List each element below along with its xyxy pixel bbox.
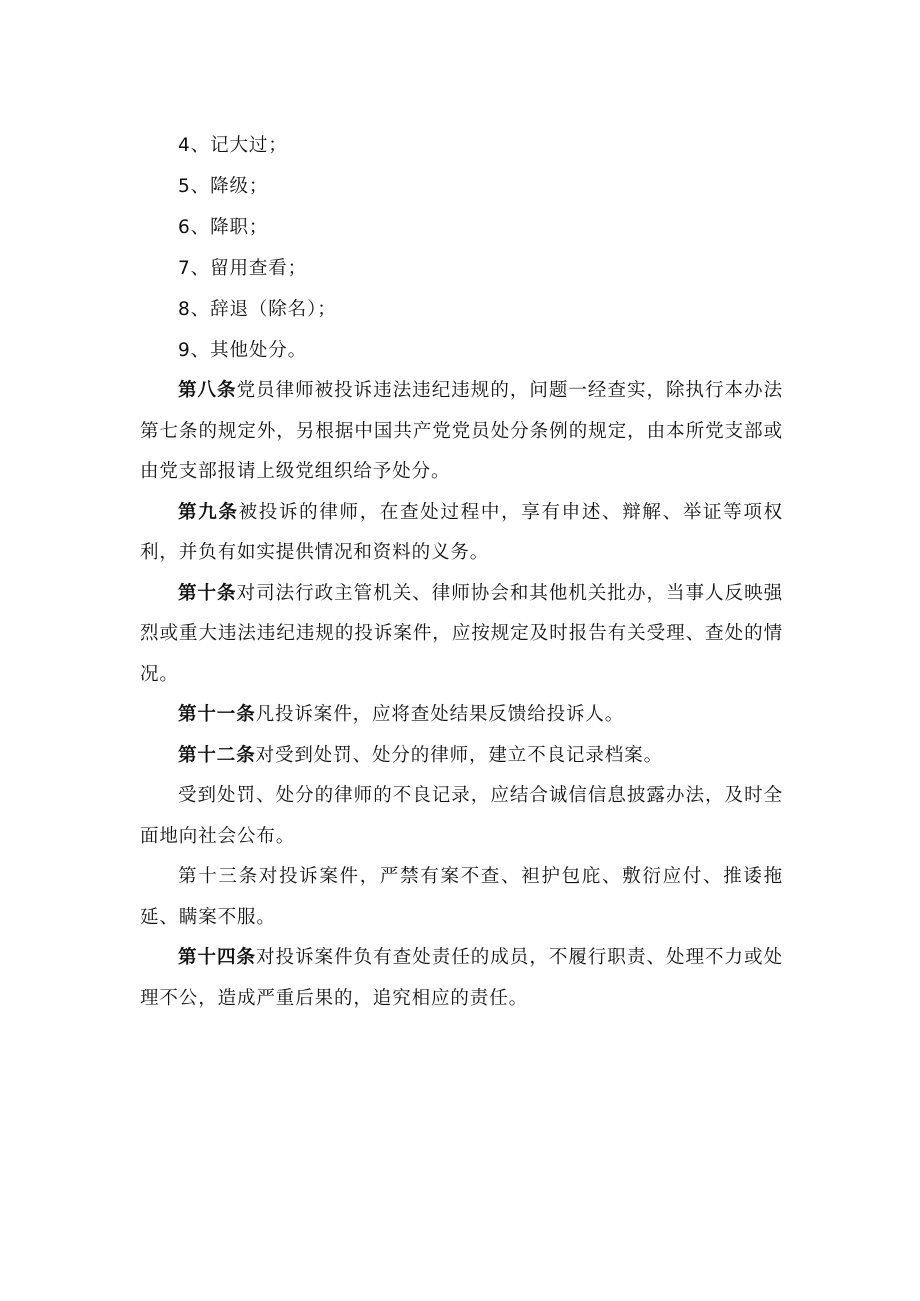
article-8 (140, 371, 783, 493)
article-9-title: 第九条 (178, 501, 239, 523)
article-14 (140, 938, 783, 1019)
article-9-body: 被投诉的律师，在查处过程中，享有申述、辩解、举证等项权利，并负有如实提供情况和资料的义务。 (140, 501, 783, 563)
article-8-title: 第八条 (178, 380, 237, 401)
list-item-5: 5、降级； (178, 176, 269, 197)
list-item-8: 8、辞退（除名）； (178, 299, 337, 320)
article-10-body: 对司法行政主管机关、律师协会和其他机关批办，当事人反映强烈或重大违法违纪违规的投诉案件，应按规定及时报告有关受理、查处的情况。 (140, 582, 783, 685)
article-11-body: 凡投诉案件，应将查处结果反馈给投诉人。 (255, 704, 625, 725)
article-11 (140, 695, 783, 736)
article-8-body: 党员律师被投诉违法违纪违规的，问题一经查实，除执行本办法第七条的规定外，另根据中国共产党党员处分条例的规定，由本所党支部或由党支部报请上级党组织给予处分。 (140, 380, 783, 482)
article-12-body: 对受到处罚、处分的律师，建立不良记录档案。 (255, 744, 664, 766)
article-12-title: 第十二条 (178, 744, 256, 766)
article-9 (140, 493, 783, 574)
list-item-4: 4、记大过； (178, 135, 288, 156)
article-10-title: 第十条 (178, 582, 237, 604)
article-14-body: 对投诉案件负有查处责任的成员，不履行职责、处理不力或处理不公，造成严重后果的，追究相应的责任。 (140, 947, 783, 1009)
list-item-6: 6、降职； (178, 217, 269, 238)
article-13-title: 第十三条 (178, 866, 259, 887)
list-item-7: 7、留用查看； (178, 258, 308, 279)
article-10 (140, 574, 783, 696)
article-12 (140, 736, 783, 777)
paragraph-disclosure: 受到处罚、处分的律师的不良记录，应结合诚信信息披露办法，及时全面地向社会公布。 (140, 785, 783, 847)
article-13 (140, 857, 783, 938)
article-13-body: 对投诉案件，严禁有案不查、袒护包庇、敷衍应付、推诿拖延、瞒案不服。 (140, 866, 783, 928)
article-11-title: 第十一条 (178, 704, 256, 725)
list-item-9: 9、其他处分。 (178, 340, 308, 361)
document-body (140, 125, 783, 1019)
article-14-title: 第十四条 (178, 947, 257, 968)
